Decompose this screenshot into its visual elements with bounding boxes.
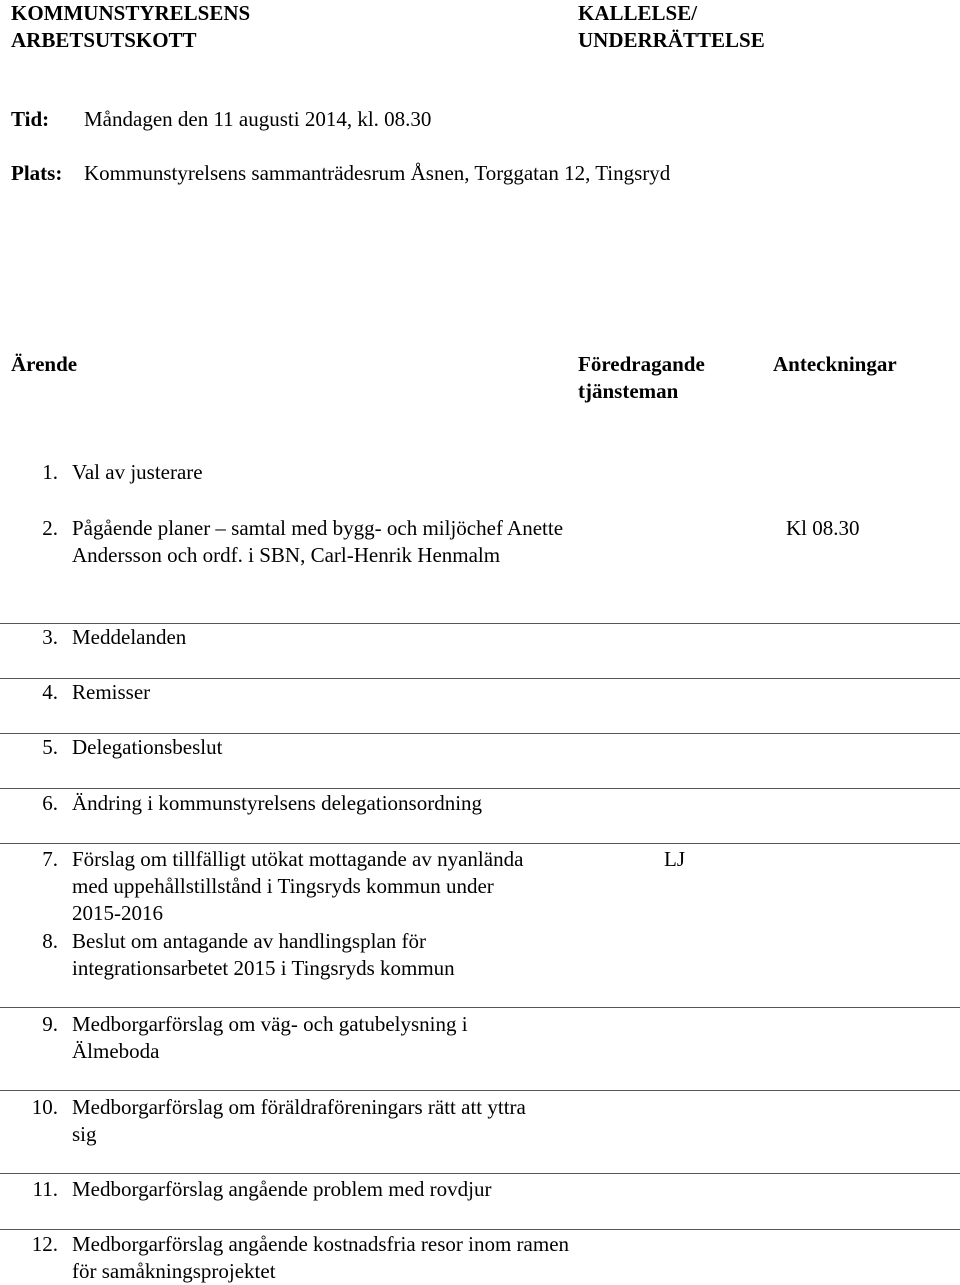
agenda-item-number: 5. xyxy=(42,735,58,759)
agenda-item-number: 10. xyxy=(31,1095,58,1119)
agenda-item-number: 6. xyxy=(42,791,58,815)
committee-name xyxy=(11,0,250,54)
row-divider xyxy=(0,1090,960,1091)
agenda-item-number: 7. xyxy=(42,847,58,871)
column-header-notes: Anteckningar xyxy=(773,352,897,376)
agenda-item-presenter: LJ xyxy=(664,847,685,871)
document-kind xyxy=(578,0,765,54)
agenda-item-number: 4. xyxy=(42,680,58,704)
column-header-presenter-line1: Föredragande xyxy=(578,352,705,376)
column-header-presenter-line2: tjänsteman xyxy=(578,379,679,403)
agenda-item-number: 9. xyxy=(42,1012,58,1036)
agenda-item-text: Medborgarförslag om väg- och gatubelysning i Älmeboda xyxy=(72,1012,468,1063)
meeting-place-label: Plats: xyxy=(11,161,63,185)
meeting-place xyxy=(11,160,670,187)
row-divider xyxy=(0,843,960,844)
agenda-item-text: Förslag om tillfälligt utökat mottagande av nyanlända med uppehållstillstånd i Tingsryds kommun under 2015-2016 xyxy=(72,847,524,925)
column-header-matter: Ärende xyxy=(11,352,78,376)
agenda-item-text: Medborgarförslag om föräldraföreningars rätt att yttra sig xyxy=(72,1095,526,1146)
agenda-item-text: Delegationsbeslut xyxy=(72,735,223,759)
agenda-item-text: Beslut om antagande av handlingsplan för integrationsarbetet 2015 i Tingsryds kommun xyxy=(72,929,455,980)
committee-name-line2: ARBETSUTSKOTT xyxy=(11,28,197,52)
agenda-item-number: 1. xyxy=(42,460,58,484)
agenda-item-text: Meddelanden xyxy=(72,625,187,649)
meeting-time-value: Måndagen den 11 augusti 2014, kl. 08.30 xyxy=(84,107,432,131)
row-divider xyxy=(0,1007,960,1008)
meeting-time-label: Tid: xyxy=(11,107,50,131)
agenda-item-number: 11. xyxy=(32,1177,58,1201)
column-header-presenter xyxy=(578,351,705,405)
agenda-item-number: 8. xyxy=(42,929,58,953)
meeting-place-value: Kommunstyrelsens sammanträdesrum Åsnen, Torggatan 12, Tingsryd xyxy=(84,161,671,185)
row-divider xyxy=(0,788,960,789)
document-kind-line1: KALLELSE/ xyxy=(578,1,698,25)
agenda-item-note: Kl 08.30 xyxy=(786,516,860,540)
agenda-item-number: 2. xyxy=(42,516,58,540)
agenda-item-text: Val av justerare xyxy=(72,460,203,484)
agenda-item-text: Pågående planer – samtal med bygg- och miljöchef Anette Andersson och ordf. i SBN, Carl-Henrik Henmalm xyxy=(72,516,564,567)
row-divider xyxy=(0,1173,960,1174)
row-divider xyxy=(0,1229,960,1230)
agenda-item-text: Medborgarförslag angående kostnadsfria resor inom ramen för samåkningsprojektet xyxy=(72,1232,570,1283)
meeting-time xyxy=(11,106,431,133)
agenda-item-text: Medborgarförslag angående problem med rovdjur xyxy=(72,1177,492,1201)
agenda-item-number: 3. xyxy=(42,625,58,649)
agenda-item-number: 12. xyxy=(31,1232,58,1256)
document-kind-line2: UNDERRÄTTELSE xyxy=(578,28,765,52)
committee-name-line1: KOMMUNSTYRELSENS xyxy=(11,1,251,25)
agenda-item-text: Ändring i kommunstyrelsens delegationsordning xyxy=(72,791,483,815)
agenda-item-text: Remisser xyxy=(72,680,151,704)
